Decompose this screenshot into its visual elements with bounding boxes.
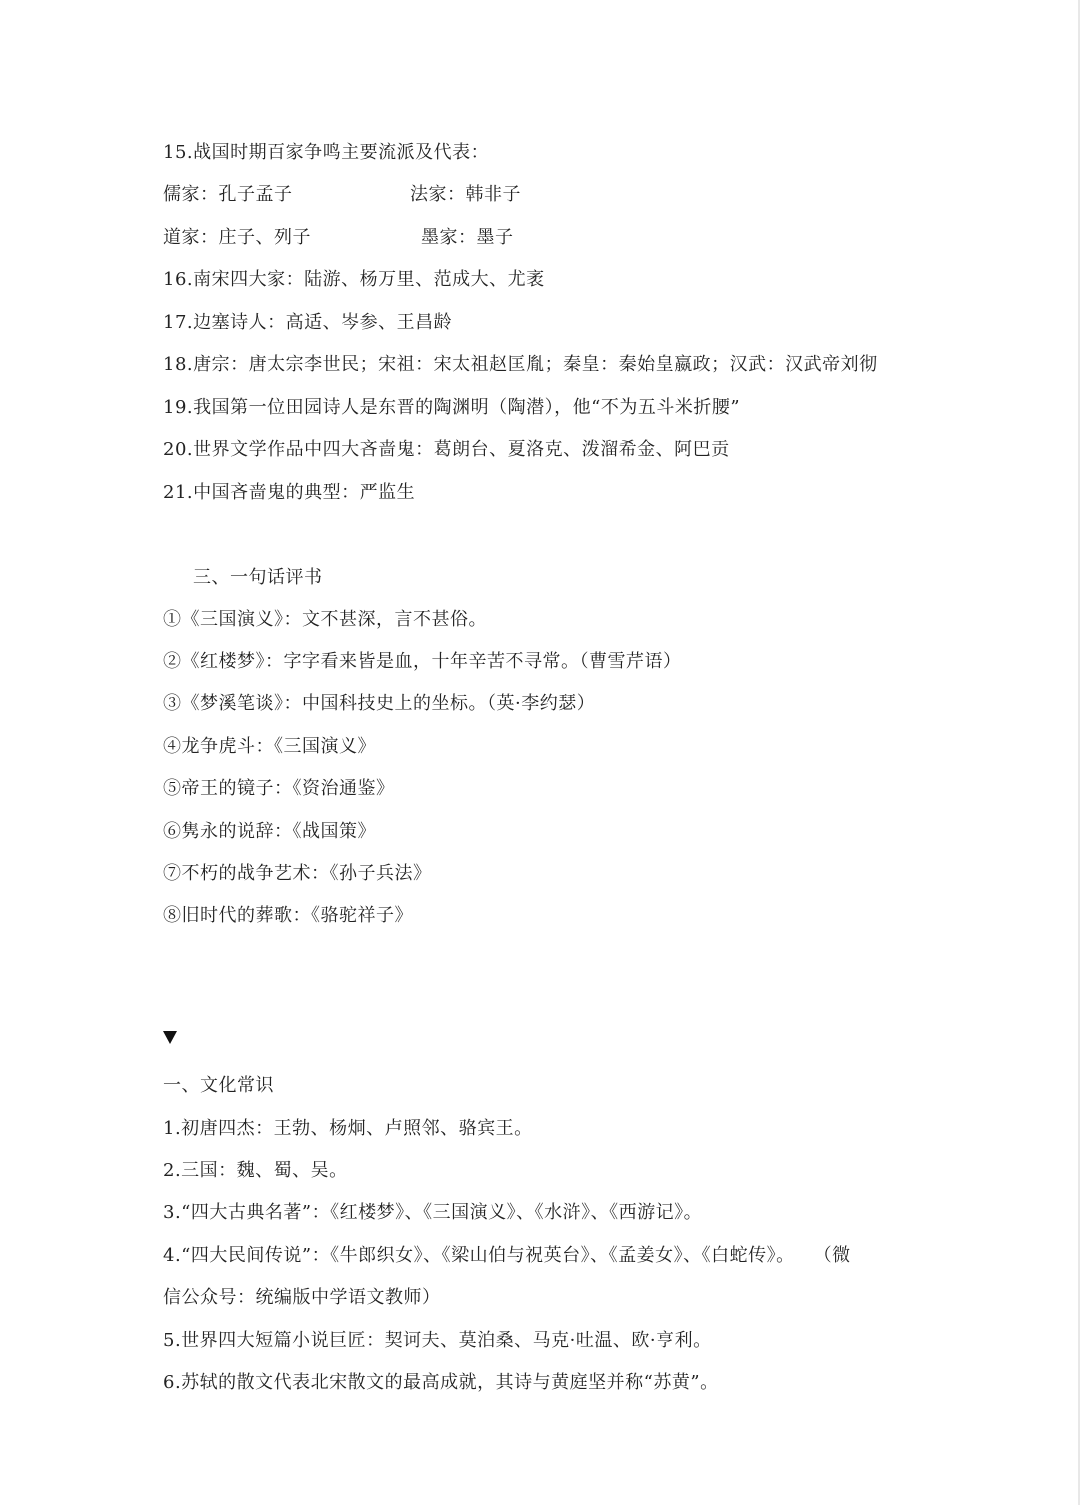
item-16: 16.南宋四大家：陆游、杨万里、范成大、尤袤 xyxy=(163,269,545,290)
review-item-3: ③《梦溪笔谈》：中国科技史上的坐标。（英·李约瑟） xyxy=(163,693,596,714)
review-item-8: ⑧旧时代的葬歌：《骆驼祥子》 xyxy=(163,905,413,926)
school-fa: 法家：韩非子 xyxy=(410,184,521,205)
review-item-7: ⑦不朽的战争艺术：《孙子兵法》 xyxy=(163,863,432,884)
school-ru: 儒家：孔子孟子 xyxy=(163,184,293,205)
down-triangle-icon xyxy=(163,1031,177,1044)
item-17: 17.边塞诗人：高适、岑参、王昌龄 xyxy=(163,312,453,333)
item-15: 15.战国时期百家争鸣主要流派及代表： xyxy=(163,142,490,163)
culture-item-3: 3.“四大古典名著”：《红楼梦》、《三国演义》、《水浒》、《西游记》。 xyxy=(163,1202,703,1223)
review-item-5: ⑤帝王的镜子：《资治通鉴》 xyxy=(163,778,395,799)
review-item-2: ②《红楼梦》：字字看来皆是血，十年辛苦不寻常。（曹雪芹语） xyxy=(163,651,682,672)
review-item-1: ①《三国演义》：文不甚深，言不甚俗。 xyxy=(163,609,487,630)
culture-item-4-line-2: 信公众号：统编版中学语文教师） xyxy=(163,1287,441,1308)
item-21: 21.中国吝啬鬼的典型：严监生 xyxy=(163,482,416,503)
culture-item-2: 2.三国：魏、蜀、吴。 xyxy=(163,1160,348,1181)
section-heading-culture: 一、文化常识 xyxy=(163,1075,274,1096)
review-item-4: ④龙争虎斗：《三国演义》 xyxy=(163,736,376,757)
school-dao: 道家：庄子、列子 xyxy=(163,227,311,248)
item-19: 19.我国第一位田园诗人是东晋的陶渊明（陶潜），他“不为五斗米折腰” xyxy=(163,397,741,418)
item-20: 20.世界文学作品中四大吝啬鬼：葛朗台、夏洛克、泼溜希金、阿巴贡 xyxy=(163,439,730,460)
school-mo: 墨家：墨子 xyxy=(421,227,514,248)
culture-item-6: 6.苏轼的散文代表北宋散文的最高成就，其诗与黄庭坚并称“苏黄”。 xyxy=(163,1372,719,1393)
culture-item-4-line-1: 4.“四大民间传说”：《牛郎织女》、《梁山伯与祝英台》、《孟姜女》、《白蛇传》。 （微 xyxy=(163,1245,851,1266)
item-18: 18.唐宗：唐太宗李世民；宋祖：宋太祖赵匡胤；秦皇：秦始皇嬴政；汉武：汉武帝刘彻 xyxy=(163,354,878,375)
culture-item-1: 1.初唐四杰：王勃、杨炯、卢照邻、骆宾王。 xyxy=(163,1118,533,1139)
culture-item-5: 5.世界四大短篇小说巨匠：契诃夫、莫泊桑、马克·吐温、欧·亨利。 xyxy=(163,1330,712,1351)
review-item-6: ⑥隽永的说辞：《战国策》 xyxy=(163,821,376,842)
section-heading-book-reviews: 三、一句话评书 xyxy=(193,567,323,588)
